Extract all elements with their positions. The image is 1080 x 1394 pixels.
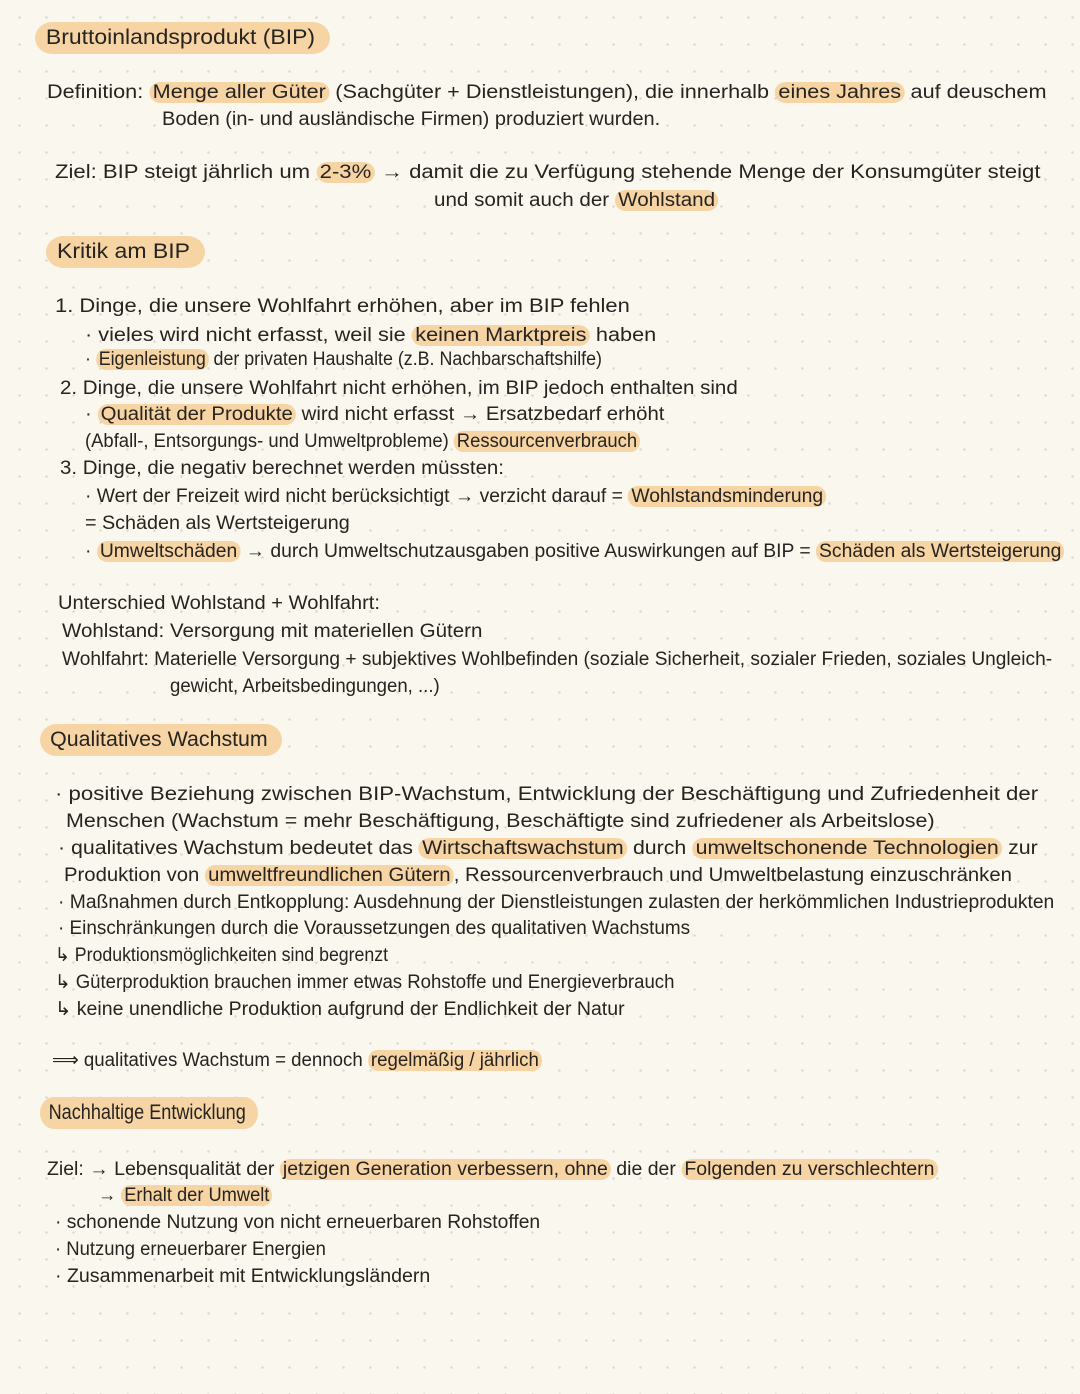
note-line	[52, 1049, 542, 1073]
text-segment: = Schäden als Wertsteigerung	[85, 513, 350, 534]
text-segment: auf deuschem	[904, 82, 1047, 103]
text-segment: ·	[85, 404, 98, 425]
note-line	[64, 864, 1012, 888]
note-line	[60, 457, 504, 481]
section-heading: Nachhaltige Entwicklung	[40, 1097, 258, 1129]
note-line	[58, 592, 380, 616]
note-line	[85, 540, 1064, 564]
note-line	[85, 403, 664, 427]
note-line	[58, 917, 690, 941]
highlighted-text: Schäden als Wertsteigerung	[816, 541, 1064, 562]
note-line	[85, 485, 826, 509]
text-segment: ↳ Produktionsmöglichkeiten sind begrenzt	[55, 945, 389, 966]
note-line	[55, 783, 1038, 807]
note-line	[55, 971, 674, 995]
note-line	[162, 108, 660, 132]
highlighted-text: Wirtschaftswachstum	[419, 838, 627, 859]
note-line	[55, 998, 625, 1022]
highlighted-text: keinen Marktpreis	[412, 325, 590, 346]
text-segment: · Zusammenarbeit mit Entwicklungsländern	[55, 1266, 431, 1287]
text-segment: ↳ keine unendliche Produktion aufgrund der Endlichkeit der Natur	[55, 999, 625, 1020]
text-segment: und somit auch der	[434, 190, 615, 211]
text-segment: · Einschränkungen durch die Voraussetzungen des qualitativen Wachstums	[58, 918, 691, 939]
note-line	[66, 810, 935, 834]
note-line	[55, 1238, 326, 1262]
text-segment: · schonende Nutzung von nicht erneuerbaren Rohstoffen	[55, 1212, 541, 1233]
text-segment: ·	[85, 541, 97, 562]
highlighted-text: jetzigen Generation verbessern, ohne	[280, 1159, 611, 1180]
text-segment: → durch Umweltschutzausgaben positive Auswirkungen auf BIP =	[240, 541, 816, 562]
section-heading: Qualitatives Wachstum	[40, 724, 282, 756]
text-segment: 1. Dinge, die unsere Wohlfahrt erhöhen, aber im BIP fehlen	[55, 296, 630, 317]
text-segment: gewicht, Arbeitsbedingungen, ...)	[170, 676, 440, 697]
text-segment: Definition:	[47, 82, 150, 103]
note-line	[62, 620, 482, 644]
highlighted-text: Qualität der Produkte	[97, 404, 296, 425]
note-line	[55, 161, 1040, 185]
text-segment: 3. Dinge, die negativ berechnet werden müssten:	[60, 458, 504, 479]
text-segment: · qualitatives Wachstum bedeutet das	[58, 838, 419, 859]
note-line	[170, 675, 440, 699]
note-line	[58, 891, 1054, 915]
text-segment: Wohlstand: Versorgung mit materiellen Gütern	[62, 621, 483, 642]
text-segment: Menschen (Wachstum = mehr Beschäftigung, Beschäftigte sind zufriedener als Arbeitslose)	[66, 811, 935, 832]
note-line	[98, 1184, 272, 1208]
highlighted-text: Wohlstandsminderung	[628, 486, 826, 507]
text-segment: wird nicht erfasst → Ersatzbedarf erhöht	[296, 404, 665, 425]
note-line	[62, 648, 1052, 672]
text-segment: ↳ Güterproduktion brauchen immer etwas Rohstoffe und Energieverbrauch	[55, 972, 675, 993]
text-segment: · Nutzung erneuerbarer Energien	[55, 1239, 326, 1260]
section-heading: Kritik am BIP	[46, 236, 205, 268]
highlighted-text: 2-3%	[316, 162, 375, 183]
highlighted-text: Folgenden zu verschlechtern	[681, 1159, 937, 1180]
note-line	[55, 1265, 430, 1289]
highlighted-text: eines Jahres	[775, 82, 905, 103]
text-segment: Ziel: BIP steigt jährlich um	[55, 162, 317, 183]
note-line	[47, 81, 1047, 105]
highlighted-text: Eigenleistung	[96, 349, 209, 370]
text-segment: · positive Beziehung zwischen BIP-Wachstum, Entwicklung der Beschäftigung und Zufriedenheit der	[55, 784, 1039, 805]
text-segment: (Abfall-, Entsorgungs- und Umweltprobleme)	[85, 431, 454, 452]
text-segment: der privaten Haushalte (z.B. Nachbarschaftshilfe)	[208, 349, 602, 370]
note-line	[47, 1158, 938, 1182]
highlighted-text: Ressourcenverbrauch	[454, 431, 640, 452]
text-segment: 2. Dinge, die unsere Wohlfahrt nicht erhöhen, im BIP jedoch enthalten sind	[60, 378, 738, 399]
highlighted-text: Wohlstand	[615, 190, 718, 211]
note-line	[85, 430, 640, 454]
text-segment: die der	[610, 1159, 682, 1180]
text-segment: Boden (in- und ausländische Firmen) produziert wurden.	[162, 109, 661, 130]
text-segment: · Maßnahmen durch Entkopplung: Ausdehnung der Dienstleistungen zulasten der herkömmlichen Industrieprodukten	[58, 892, 1055, 913]
note-line	[60, 377, 738, 401]
text-segment: · vieles wird nicht erfasst, weil sie	[85, 325, 412, 346]
section-heading: Bruttoinlandsprodukt (BIP)	[35, 22, 330, 54]
note-line	[58, 837, 1038, 861]
text-segment: Wohlfahrt: Materielle Versorgung + subjektives Wohlbefinden (soziale Sicherheit, sozialer Frieden, soziales Ungleich-	[62, 649, 1053, 670]
text-segment: ·	[85, 349, 96, 370]
text-segment: , Ressourcenverbrauch und Umweltbelastung einzuschränken	[453, 865, 1012, 886]
note-line	[434, 189, 718, 213]
note-line	[55, 944, 388, 968]
text-segment: · Wert der Freizeit wird nicht berücksichtigt → verzicht darauf =	[85, 486, 629, 507]
highlighted-text: Erhalt der Umwelt	[121, 1185, 272, 1206]
highlighted-text: Umweltschäden	[97, 541, 241, 562]
text-segment: Produktion von	[64, 865, 205, 886]
highlighted-text: Menge aller Güter	[149, 82, 329, 103]
text-segment: → damit die zu Verfügung stehende Menge der Konsumgüter steigt	[374, 162, 1041, 183]
note-line	[55, 1211, 540, 1235]
text-segment: Ziel: → Lebensqualität der	[47, 1159, 280, 1180]
note-line	[85, 324, 656, 348]
note-line	[85, 512, 350, 536]
highlighted-text: regelmäßig / jährlich	[368, 1050, 542, 1071]
highlighted-text: umweltfreundlichen Gütern	[205, 865, 454, 886]
text-segment: ⟹ qualitatives Wachstum = dennoch	[52, 1050, 368, 1071]
note-line	[55, 295, 630, 319]
text-segment: durch	[627, 838, 693, 859]
highlighted-text: umweltschonende Technologien	[692, 838, 1002, 859]
text-segment: Unterschied Wohlstand + Wohlfahrt:	[58, 593, 380, 614]
text-segment: (Sachgüter + Dienstleistungen), die innerhalb	[329, 82, 776, 103]
text-segment: haben	[589, 325, 657, 346]
text-segment: →	[98, 1185, 122, 1206]
note-line	[85, 348, 602, 372]
text-segment: zur	[1002, 838, 1038, 859]
